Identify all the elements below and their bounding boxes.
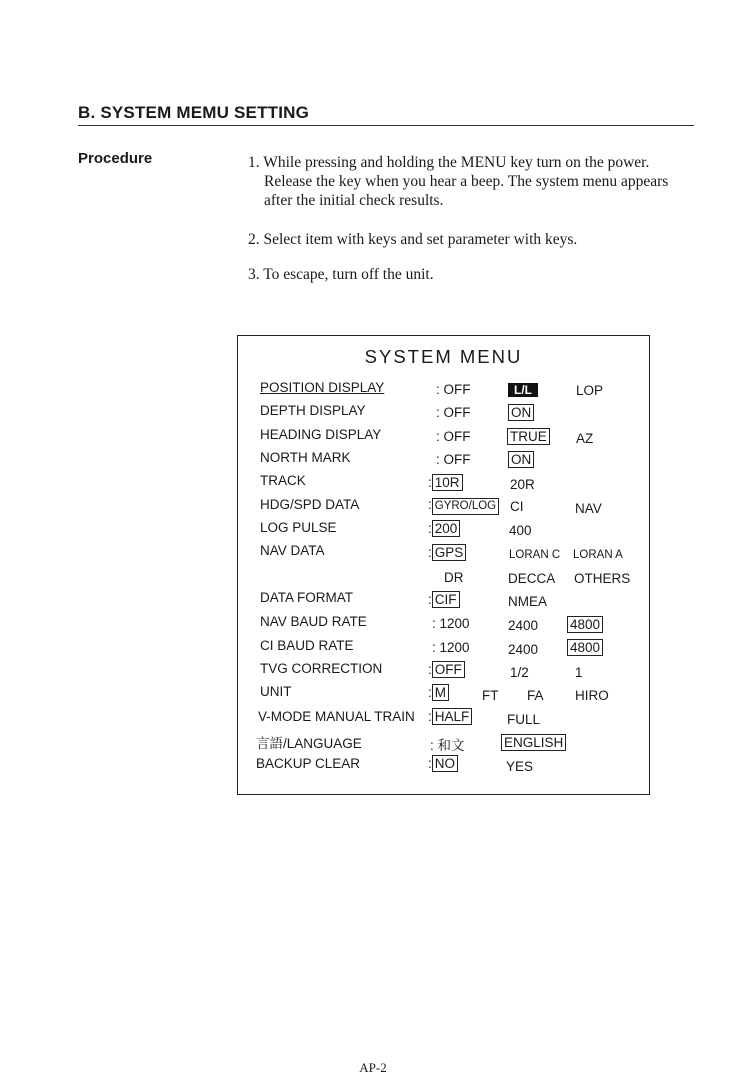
menu-row-option-selected: : NO [428, 755, 458, 772]
menu-row-value: : OFF [436, 405, 471, 420]
menu-row-label: LOG PULSE [260, 520, 337, 535]
menu-row-option-selected: : M [428, 684, 449, 701]
menu-row-label: DATA FORMAT [260, 590, 353, 605]
section-heading: B. SYSTEM MEMU SETTING [78, 103, 310, 122]
step-1-line-3: after the initial check results. [264, 192, 444, 209]
menu-row-label: POSITION DISPLAY [260, 380, 385, 395]
menu-row-option-selected [507, 428, 550, 445]
selected-option-box: M [432, 684, 449, 701]
selected-option-box: 200 [432, 520, 461, 537]
menu-row-option-selected: : GPS [428, 544, 466, 561]
menu-row-option-selected: : 10R [428, 474, 463, 491]
step-2-line-1: 2. Select item with keys and set parameter with keys. [248, 231, 578, 248]
menu-row-label: TRACK [260, 473, 306, 488]
selected-option-box: ENGLISH [501, 734, 566, 751]
system-menu-title: SYSTEM MENU [364, 346, 523, 367]
menu-row-option-selected: : GYRO/LOG [428, 497, 499, 515]
selected-option-box: NO [432, 755, 458, 772]
procedure-label: Procedure [78, 150, 153, 167]
menu-row-value: : OFF [436, 382, 471, 397]
selected-option-box: OFF [432, 661, 465, 678]
step-3 [248, 265, 708, 284]
menu-row-label: NAV DATA [260, 543, 325, 558]
menu-row-option: OTHERS [574, 571, 631, 586]
menu-row-value: : 1200 [432, 616, 470, 631]
menu-row-option-selected [567, 616, 603, 633]
step-3-line-1: 3. To escape, turn off the unit. [248, 266, 434, 283]
menu-row-option: NAV [575, 501, 602, 516]
selected-option-box: TRUE [507, 428, 550, 445]
page-number: AP-2 [359, 1060, 387, 1075]
menu-row-option: AZ [576, 431, 594, 446]
menu-row-option: FA [527, 688, 544, 703]
menu-row-option: HIRO [575, 688, 609, 703]
menu-row-option: CI [510, 499, 524, 514]
menu-row-option: YES [506, 759, 534, 774]
menu-row-label: NORTH MARK [260, 450, 351, 465]
menu-row-label: UNIT [260, 684, 292, 699]
menu-row-label: HEADING DISPLAY [260, 427, 382, 442]
menu-row-label: V-MODE MANUAL TRAIN [258, 709, 415, 724]
menu-row-option-selected: : OFF [428, 661, 465, 678]
selected-option-box: CIF [432, 591, 460, 608]
step-1-line-1: 1. While pressing and holding the MENU key turn on the power. [248, 154, 650, 171]
selected-option-box: 4800 [567, 639, 603, 656]
menu-row-option-selected [567, 639, 603, 656]
menu-row-label: HDG/SPD DATA [260, 497, 360, 512]
selected-option-inverse: L/L [508, 383, 538, 397]
menu-row-label: CI BAUD RATE [260, 638, 354, 653]
step-1 [248, 153, 708, 210]
selected-option-box: HALF [432, 708, 473, 725]
menu-row-option: 1/2 [510, 665, 529, 680]
menu-row-option: 2400 [508, 642, 539, 657]
step-2 [248, 230, 708, 249]
menu-row-option-selected: : CIF [428, 591, 460, 608]
selected-option-box: GPS [432, 544, 467, 561]
menu-row-option: FT [482, 688, 499, 703]
menu-row-option-selected [501, 734, 566, 751]
menu-row-option: 2400 [508, 618, 539, 633]
menu-row-option: LOP [576, 383, 604, 398]
menu-row-option: 400 [509, 523, 532, 538]
menu-row-option-selected: : HALF [428, 708, 472, 725]
menu-row-option: 20R [510, 477, 535, 492]
menu-row-label: TVG CORRECTION [260, 661, 383, 676]
menu-row-value: : OFF [436, 429, 471, 444]
menu-row-label: DEPTH DISPLAY [260, 403, 366, 418]
menu-row-value: : 1200 [432, 640, 470, 655]
menu-row-option-selected [508, 451, 534, 468]
menu-row-option: DR [444, 570, 464, 585]
menu-row-option: NMEA [508, 594, 548, 609]
menu-row-value: : 和文 [430, 738, 465, 753]
selected-option-box: ON [508, 451, 534, 468]
menu-row-option: LORAN C [509, 549, 561, 561]
step-1-line-2: Release the key when you hear a beep. The system menu appears [264, 173, 669, 190]
menu-row-option: FULL [507, 712, 541, 727]
menu-row-label: 言語/LANGUAGE [256, 736, 362, 751]
selected-option-box: 10R [432, 474, 463, 491]
menu-row-option-selected: : 200 [428, 520, 460, 537]
menu-row-option-selected [508, 381, 538, 399]
menu-row-option: 1 [575, 665, 583, 680]
selected-option-box: GYRO/LOG [432, 498, 499, 515]
menu-row-option: DECCA [508, 571, 556, 586]
menu-row-label: BACKUP CLEAR [256, 756, 361, 771]
menu-row-label: NAV BAUD RATE [260, 614, 367, 629]
menu-row-option-selected [508, 404, 534, 421]
selected-option-box: ON [508, 404, 534, 421]
menu-row-option: LORAN A [573, 549, 623, 561]
menu-row-value: : OFF [436, 452, 471, 467]
selected-option-box: 4800 [567, 616, 603, 633]
heading-rule [78, 125, 694, 126]
